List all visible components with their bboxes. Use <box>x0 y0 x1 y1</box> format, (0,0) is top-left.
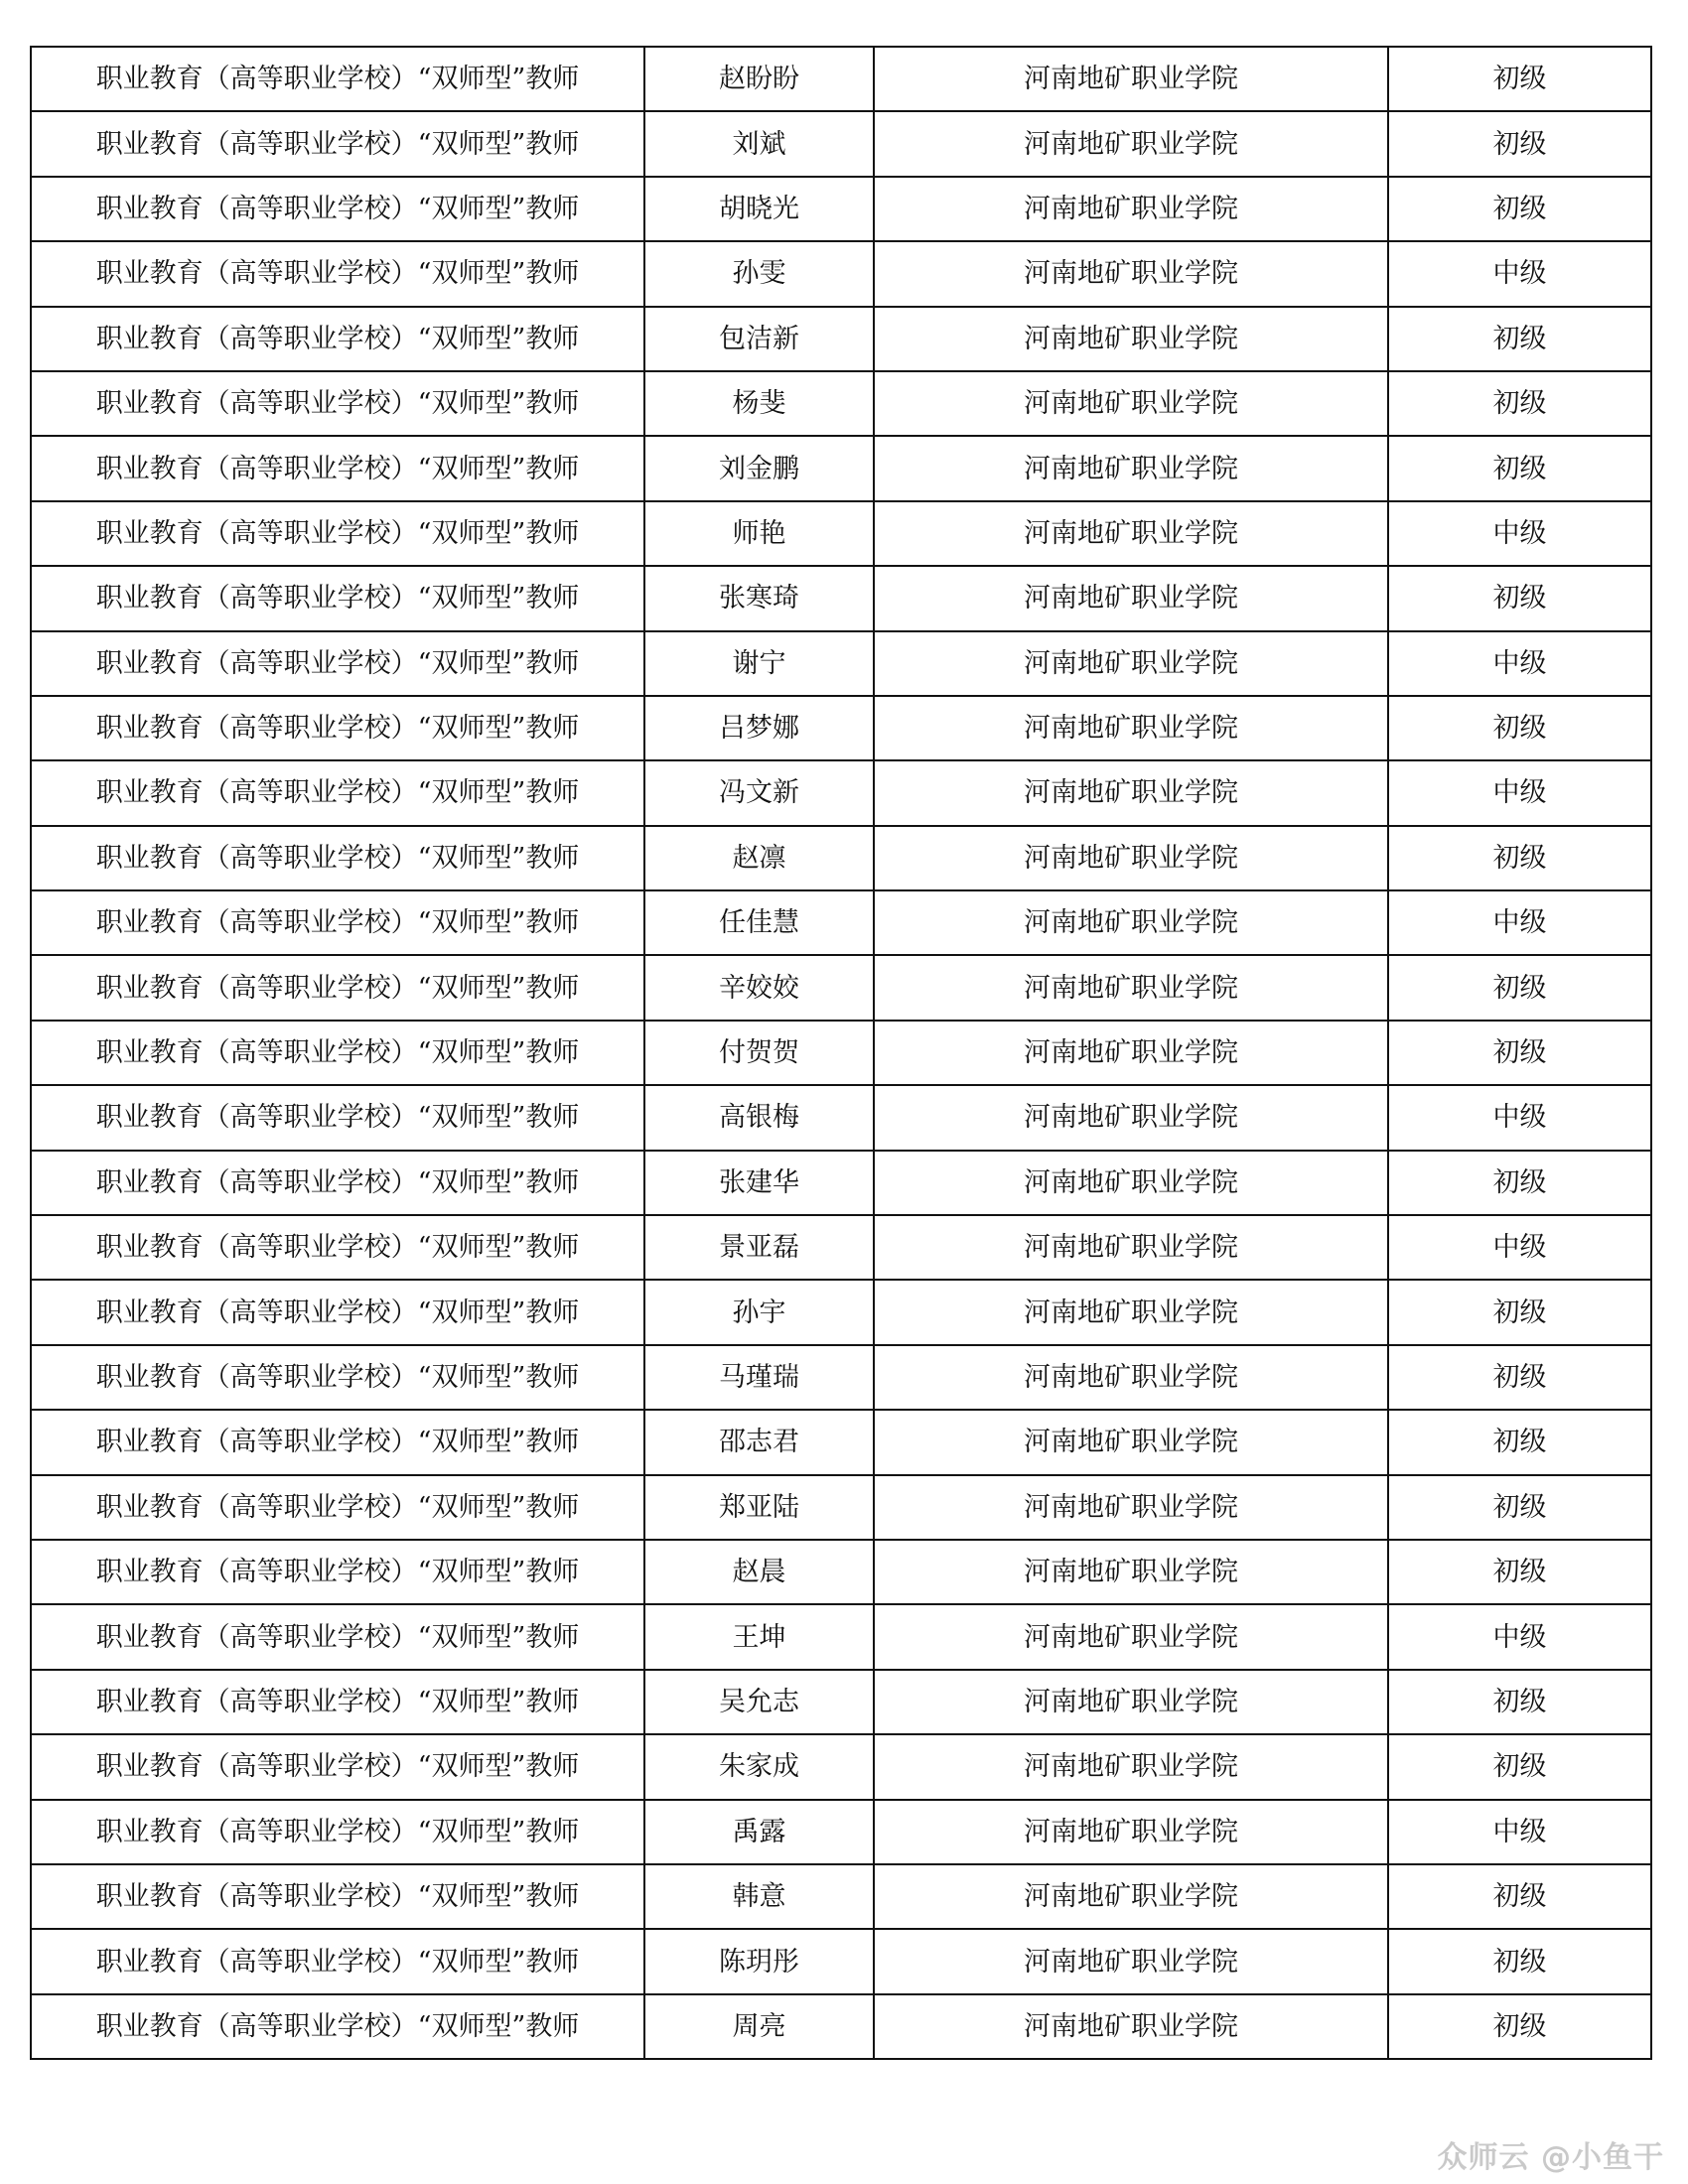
level-cell: 中级 <box>1388 501 1651 566</box>
level-cell: 中级 <box>1388 760 1651 825</box>
level-cell: 中级 <box>1388 1604 1651 1669</box>
school-cell: 河南地矿职业学院 <box>874 177 1388 241</box>
name-cell: 辛姣姣 <box>644 955 874 1020</box>
table-row <box>31 760 1651 825</box>
table-row <box>31 1994 1651 2059</box>
category-cell: 职业教育（高等职业学校）“双师型”教师 <box>31 1021 644 1085</box>
table-row <box>31 241 1651 306</box>
category-cell: 职业教育（高等职业学校）“双师型”教师 <box>31 501 644 566</box>
table-row <box>31 501 1651 566</box>
name-cell: 吴允志 <box>644 1670 874 1734</box>
name-cell: 刘斌 <box>644 111 874 176</box>
level-cell: 初级 <box>1388 371 1651 436</box>
name-cell: 邵志君 <box>644 1410 874 1474</box>
table-row <box>31 696 1651 760</box>
table-row <box>31 1929 1651 1993</box>
category-cell: 职业教育（高等职业学校）“双师型”教师 <box>31 1540 644 1604</box>
table-row <box>31 1345 1651 1410</box>
level-cell: 初级 <box>1388 1410 1651 1474</box>
category-cell: 职业教育（高等职业学校）“双师型”教师 <box>31 1734 644 1799</box>
name-cell: 冯文新 <box>644 760 874 825</box>
name-cell: 赵凛 <box>644 826 874 890</box>
name-cell: 朱家成 <box>644 1734 874 1799</box>
category-cell: 职业教育（高等职业学校）“双师型”教师 <box>31 241 644 306</box>
table-row <box>31 1215 1651 1280</box>
category-cell: 职业教育（高等职业学校）“双师型”教师 <box>31 826 644 890</box>
school-cell: 河南地矿职业学院 <box>874 826 1388 890</box>
school-cell: 河南地矿职业学院 <box>874 307 1388 371</box>
name-cell: 张寒琦 <box>644 566 874 630</box>
category-cell: 职业教育（高等职业学校）“双师型”教师 <box>31 1864 644 1929</box>
name-cell: 任佳慧 <box>644 890 874 955</box>
table-row <box>31 1085 1651 1150</box>
category-cell: 职业教育（高等职业学校）“双师型”教师 <box>31 436 644 500</box>
name-cell: 赵晨 <box>644 1540 874 1604</box>
table-row <box>31 1280 1651 1344</box>
category-cell: 职业教育（高等职业学校）“双师型”教师 <box>31 371 644 436</box>
school-cell: 河南地矿职业学院 <box>874 501 1388 566</box>
level-cell: 初级 <box>1388 1345 1651 1410</box>
category-cell: 职业教育（高等职业学校）“双师型”教师 <box>31 566 644 630</box>
school-cell: 河南地矿职业学院 <box>874 1864 1388 1929</box>
name-cell: 包洁新 <box>644 307 874 371</box>
level-cell: 初级 <box>1388 1864 1651 1929</box>
category-cell: 职业教育（高等职业学校）“双师型”教师 <box>31 1345 644 1410</box>
watermark: 众师云 @小鱼干 <box>1437 2140 1664 2175</box>
school-cell: 河南地矿职业学院 <box>874 1085 1388 1150</box>
category-cell: 职业教育（高等职业学校）“双师型”教师 <box>31 1085 644 1150</box>
school-cell: 河南地矿职业学院 <box>874 1994 1388 2059</box>
level-cell: 初级 <box>1388 955 1651 1020</box>
level-cell: 初级 <box>1388 47 1651 111</box>
school-cell: 河南地矿职业学院 <box>874 1151 1388 1215</box>
name-cell: 陈玥彤 <box>644 1929 874 1993</box>
table-row <box>31 1021 1651 1085</box>
school-cell: 河南地矿职业学院 <box>874 1800 1388 1864</box>
category-cell: 职业教育（高等职业学校）“双师型”教师 <box>31 1800 644 1864</box>
level-cell: 初级 <box>1388 111 1651 176</box>
school-cell: 河南地矿职业学院 <box>874 111 1388 176</box>
table-row <box>31 1604 1651 1669</box>
name-cell: 禹露 <box>644 1800 874 1864</box>
table-row <box>31 1151 1651 1215</box>
table-row <box>31 890 1651 955</box>
teacher-list-table <box>30 46 1652 2060</box>
level-cell: 中级 <box>1388 890 1651 955</box>
table-row <box>31 1410 1651 1474</box>
name-cell: 郑亚陆 <box>644 1475 874 1540</box>
school-cell: 河南地矿职业学院 <box>874 631 1388 696</box>
name-cell: 孙宇 <box>644 1280 874 1344</box>
table-row <box>31 826 1651 890</box>
school-cell: 河南地矿职业学院 <box>874 1540 1388 1604</box>
category-cell: 职业教育（高等职业学校）“双师型”教师 <box>31 1604 644 1669</box>
category-cell: 职业教育（高等职业学校）“双师型”教师 <box>31 1670 644 1734</box>
level-cell: 初级 <box>1388 1280 1651 1344</box>
level-cell: 初级 <box>1388 1021 1651 1085</box>
level-cell: 初级 <box>1388 1994 1651 2059</box>
category-cell: 职业教育（高等职业学校）“双师型”教师 <box>31 177 644 241</box>
level-cell: 初级 <box>1388 1475 1651 1540</box>
table-row <box>31 307 1651 371</box>
school-cell: 河南地矿职业学院 <box>874 1604 1388 1669</box>
school-cell: 河南地矿职业学院 <box>874 1410 1388 1474</box>
name-cell: 吕梦娜 <box>644 696 874 760</box>
level-cell: 初级 <box>1388 826 1651 890</box>
school-cell: 河南地矿职业学院 <box>874 696 1388 760</box>
category-cell: 职业教育（高等职业学校）“双师型”教师 <box>31 1151 644 1215</box>
name-cell: 张建华 <box>644 1151 874 1215</box>
school-cell: 河南地矿职业学院 <box>874 566 1388 630</box>
name-cell: 周亮 <box>644 1994 874 2059</box>
category-cell: 职业教育（高等职业学校）“双师型”教师 <box>31 955 644 1020</box>
school-cell: 河南地矿职业学院 <box>874 890 1388 955</box>
table-row <box>31 371 1651 436</box>
category-cell: 职业教育（高等职业学校）“双师型”教师 <box>31 307 644 371</box>
table-row <box>31 47 1651 111</box>
category-cell: 职业教育（高等职业学校）“双师型”教师 <box>31 1215 644 1280</box>
table-row <box>31 1864 1651 1929</box>
name-cell: 孙雯 <box>644 241 874 306</box>
school-cell: 河南地矿职业学院 <box>874 1280 1388 1344</box>
table-row <box>31 1800 1651 1864</box>
name-cell: 师艳 <box>644 501 874 566</box>
table-row <box>31 436 1651 500</box>
level-cell: 初级 <box>1388 566 1651 630</box>
table-row <box>31 955 1651 1020</box>
level-cell: 初级 <box>1388 1151 1651 1215</box>
level-cell: 中级 <box>1388 241 1651 306</box>
table-row <box>31 177 1651 241</box>
category-cell: 职业教育（高等职业学校）“双师型”教师 <box>31 1994 644 2059</box>
level-cell: 初级 <box>1388 1540 1651 1604</box>
level-cell: 中级 <box>1388 1085 1651 1150</box>
school-cell: 河南地矿职业学院 <box>874 1670 1388 1734</box>
level-cell: 初级 <box>1388 436 1651 500</box>
level-cell: 初级 <box>1388 1734 1651 1799</box>
category-cell: 职业教育（高等职业学校）“双师型”教师 <box>31 760 644 825</box>
level-cell: 中级 <box>1388 631 1651 696</box>
school-cell: 河南地矿职业学院 <box>874 760 1388 825</box>
name-cell: 韩意 <box>644 1864 874 1929</box>
name-cell: 杨斐 <box>644 371 874 436</box>
name-cell: 付贺贺 <box>644 1021 874 1085</box>
table-row <box>31 1670 1651 1734</box>
name-cell: 赵盼盼 <box>644 47 874 111</box>
school-cell: 河南地矿职业学院 <box>874 1475 1388 1540</box>
school-cell: 河南地矿职业学院 <box>874 1734 1388 1799</box>
table-row <box>31 566 1651 630</box>
level-cell: 初级 <box>1388 307 1651 371</box>
category-cell: 职业教育（高等职业学校）“双师型”教师 <box>31 111 644 176</box>
name-cell: 胡晓光 <box>644 177 874 241</box>
level-cell: 中级 <box>1388 1215 1651 1280</box>
category-cell: 职业教育（高等职业学校）“双师型”教师 <box>31 1410 644 1474</box>
table-row <box>31 1734 1651 1799</box>
school-cell: 河南地矿职业学院 <box>874 1215 1388 1280</box>
category-cell: 职业教育（高等职业学校）“双师型”教师 <box>31 890 644 955</box>
school-cell: 河南地矿职业学院 <box>874 241 1388 306</box>
category-cell: 职业教育（高等职业学校）“双师型”教师 <box>31 631 644 696</box>
category-cell: 职业教育（高等职业学校）“双师型”教师 <box>31 1280 644 1344</box>
table-row <box>31 1540 1651 1604</box>
level-cell: 中级 <box>1388 1800 1651 1864</box>
name-cell: 王坤 <box>644 1604 874 1669</box>
school-cell: 河南地矿职业学院 <box>874 436 1388 500</box>
school-cell: 河南地矿职业学院 <box>874 955 1388 1020</box>
school-cell: 河南地矿职业学院 <box>874 1929 1388 1993</box>
name-cell: 高银梅 <box>644 1085 874 1150</box>
level-cell: 初级 <box>1388 177 1651 241</box>
table-body <box>31 47 1651 2059</box>
level-cell: 初级 <box>1388 1670 1651 1734</box>
level-cell: 初级 <box>1388 1929 1651 1993</box>
name-cell: 刘金鹏 <box>644 436 874 500</box>
level-cell: 初级 <box>1388 696 1651 760</box>
name-cell: 谢宁 <box>644 631 874 696</box>
category-cell: 职业教育（高等职业学校）“双师型”教师 <box>31 1929 644 1993</box>
category-cell: 职业教育（高等职业学校）“双师型”教师 <box>31 47 644 111</box>
table-row <box>31 1475 1651 1540</box>
table-row <box>31 111 1651 176</box>
school-cell: 河南地矿职业学院 <box>874 1345 1388 1410</box>
school-cell: 河南地矿职业学院 <box>874 1021 1388 1085</box>
name-cell: 景亚磊 <box>644 1215 874 1280</box>
category-cell: 职业教育（高等职业学校）“双师型”教师 <box>31 696 644 760</box>
table-row <box>31 631 1651 696</box>
school-cell: 河南地矿职业学院 <box>874 371 1388 436</box>
category-cell: 职业教育（高等职业学校）“双师型”教师 <box>31 1475 644 1540</box>
name-cell: 马瑾瑞 <box>644 1345 874 1410</box>
school-cell: 河南地矿职业学院 <box>874 47 1388 111</box>
